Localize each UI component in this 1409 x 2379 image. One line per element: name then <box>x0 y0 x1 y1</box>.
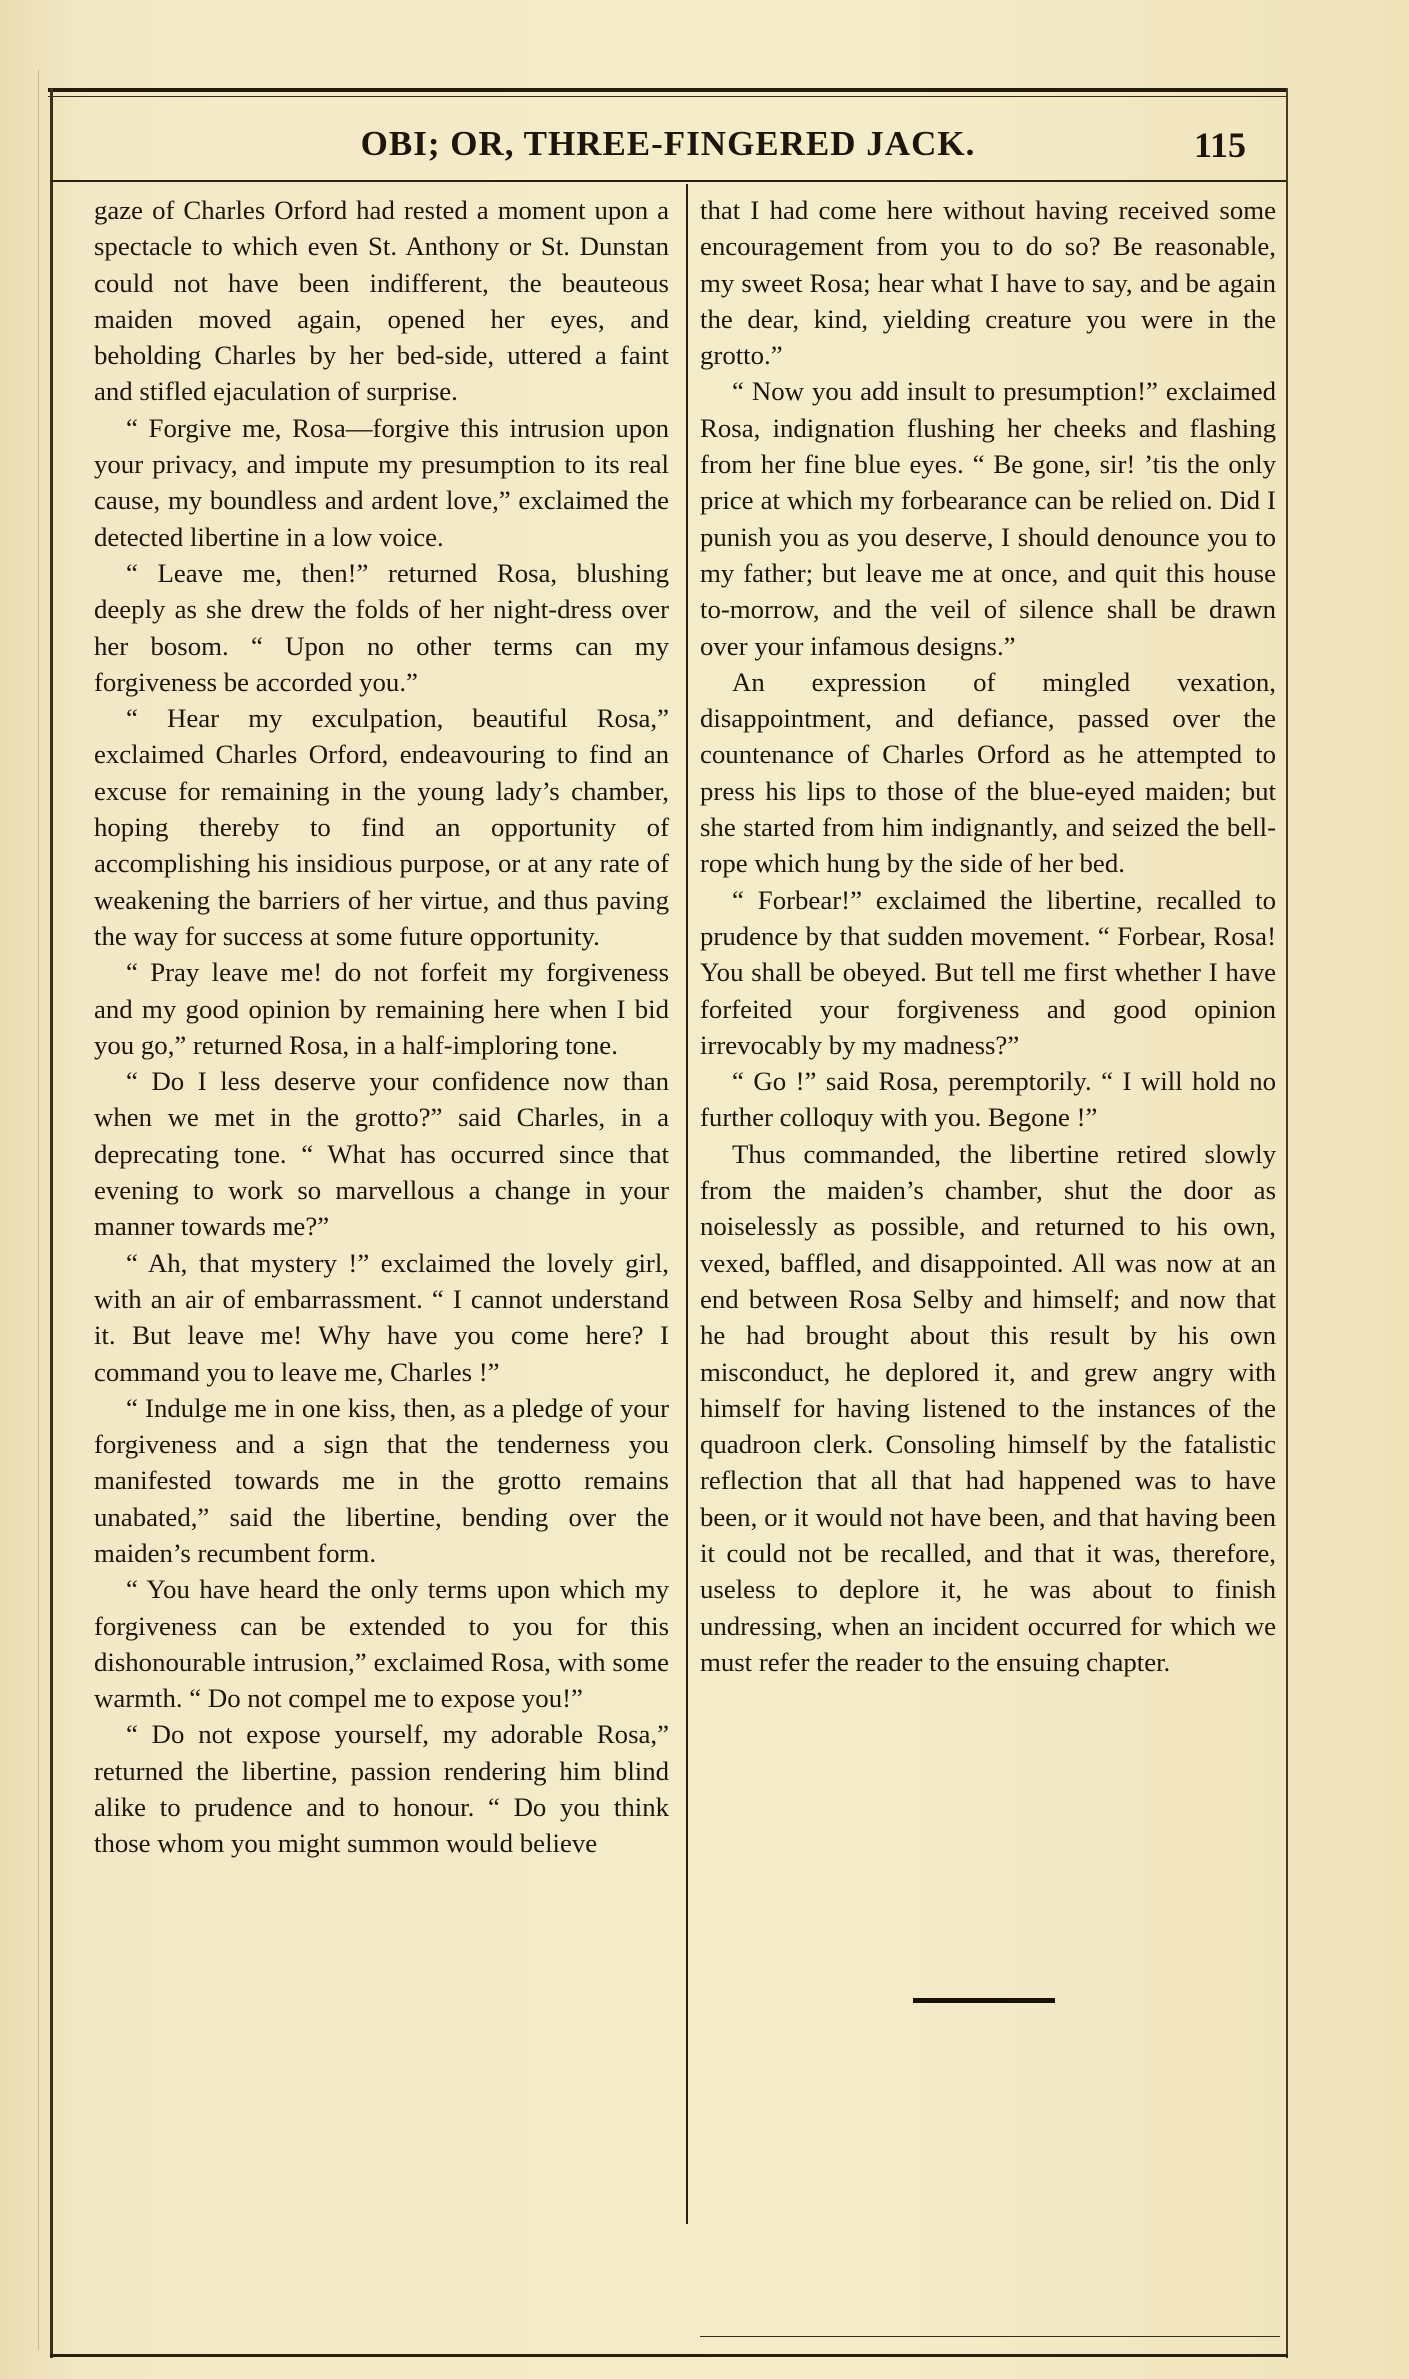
bottom-border-rule <box>50 2354 1288 2357</box>
page-number: 115 <box>1193 125 1246 165</box>
paragraph: “ Pray leave me! do not forfeit my forgiveness and my good opinion by remaining here when I bid you go,” returned Rosa, in a half-imploring tone. <box>94 957 669 1060</box>
header-rule <box>50 180 1286 182</box>
paragraph: “ Leave me, then!” returned Rosa, blushing deeply as she drew the folds of her night-dress over her bosom. “ Upon no other terms can my forgiveness be accorded you.” <box>94 557 669 697</box>
paragraph: that I had come here without having received some encouragement from you to do so? Be reasonable, my sweet Rosa; hear what I have to say, and be again the dear, kind, yielding creature you were in the grotto.” <box>700 195 1276 371</box>
running-title: OBI; OR, THREE-FINGERED JACK. <box>360 124 976 163</box>
page-edge <box>8 70 39 2350</box>
column-divider <box>686 184 688 2224</box>
chapter-end-rule <box>913 1998 1055 2003</box>
paragraph: “ Indulge me in one kiss, then, as a pledge of your forgiveness and a sign that the tenderness you manifested towards me in the grotto remains unabated,” said the libertine, bending over the maiden’s recumbent form. <box>94 1392 669 1568</box>
paragraph: “ Forgive me, Rosa—forgive this intrusion upon your privacy, and impute my presumption to its real cause, my boundless and ardent love,” exclaimed the detected libertine in a low voice. <box>94 412 669 552</box>
left-column <box>94 192 669 1862</box>
paragraph: “ Now you add insult to presumption!” exclaimed Rosa, indignation flushing her cheeks and flashing from her fine blue eyes. “ Be gone, sir! ’tis the only price at which my forbearance can be relied on. Did I punish you as you deserve, I should denounce you to my father; but leave me at once, and quit this house to-morrow, and the veil of silence shall be drawn over your infamous designs.” <box>700 376 1276 661</box>
paragraph: “ You have heard the only terms upon which my forgiveness can be extended to you for this dishonourable intrusion,” exclaimed Rosa, with some warmth. “ Do not compel me to expose you!” <box>94 1574 669 1714</box>
right-column <box>700 192 1276 1680</box>
top-border-rule <box>48 88 1288 92</box>
paragraph: “ Do not expose yourself, my adorable Rosa,” returned the libertine, passion rendering him blind alike to prudence and to honour. “ Do you think those whom you might summon would believe <box>94 1719 669 1859</box>
right-border-rule <box>1286 88 1288 2358</box>
paragraph: gaze of Charles Orford had rested a moment upon a spectacle to which even St. Anthony or St. Dunstan could not have been indifferent, the beauteous maiden moved again, opened her eyes, and beholding Charles by her bed-side, uttered a faint and stifled ejaculation of surprise. <box>94 195 669 407</box>
paragraph: “ Hear my exculpation, beautiful Rosa,” exclaimed Charles Orford, endeavouring to find an excuse for remaining in the young lady’s chamber, hoping thereby to find an opportunity of accomplishing his insidious purpose, or at any rate of weakening the barriers of her virtue, and thus paving the way for success at some future opportunity. <box>94 703 669 951</box>
paragraph: “ Go !” said Rosa, peremptorily. “ I will hold no further colloquy with you. Begone !” <box>700 1066 1276 1133</box>
paragraph: “ Ah, that mystery !” exclaimed the lovely girl, with an air of embarrassment. “ I cannot understand it. But leave me! Why have you come here? I command you to leave me, Charles !” <box>94 1247 669 1387</box>
paragraph: An expression of mingled vexation, disappointment, and defiance, passed over the countenance of Charles Orford as he attempted to press his lips to those of the blue-eyed maiden; but she started from him indignantly, and seized the bell-rope which hung by the side of her bed. <box>700 666 1276 879</box>
left-border-rule <box>50 88 53 2358</box>
paragraph: Thus commanded, the libertine retired slowly from the maiden’s chamber, shut the door as noiselessly as possible, and returned to his own, vexed, baffled, and disappointed. All was now at an end between Rosa Selby and himself; and now that he had brought about this result by his own misconduct, he deplored it, and grew angry with himself for having listened to the instances of the quadroon clerk. Consoling himself by the fatalistic reflection that all that had happened was to have been, or it would not have been, and that having been it could not be recalled, and that it was, therefore, useless to deplore it, he was about to finish undressing, when an incident occurred for which we must refer the reader to the ensuing chapter. <box>700 1138 1276 1677</box>
paragraph: “ Do I less deserve your confidence now than when we met in the grotto?” said Charles, in a deprecating tone. “ What has occurred since that evening to work so marvellous a change in your manner towards me?” <box>94 1066 669 1242</box>
bottom-inner-rule <box>700 2336 1280 2337</box>
page-header <box>50 124 1286 180</box>
top-border-thin-rule <box>48 96 1288 97</box>
paragraph: “ Forbear!” exclaimed the libertine, recalled to prudence by that sudden movement. “ Forbear, Rosa! You shall be obeyed. But tell me first whether I have forfeited your forgiveness and good opinion irrevocably by my madness?” <box>700 884 1276 1060</box>
